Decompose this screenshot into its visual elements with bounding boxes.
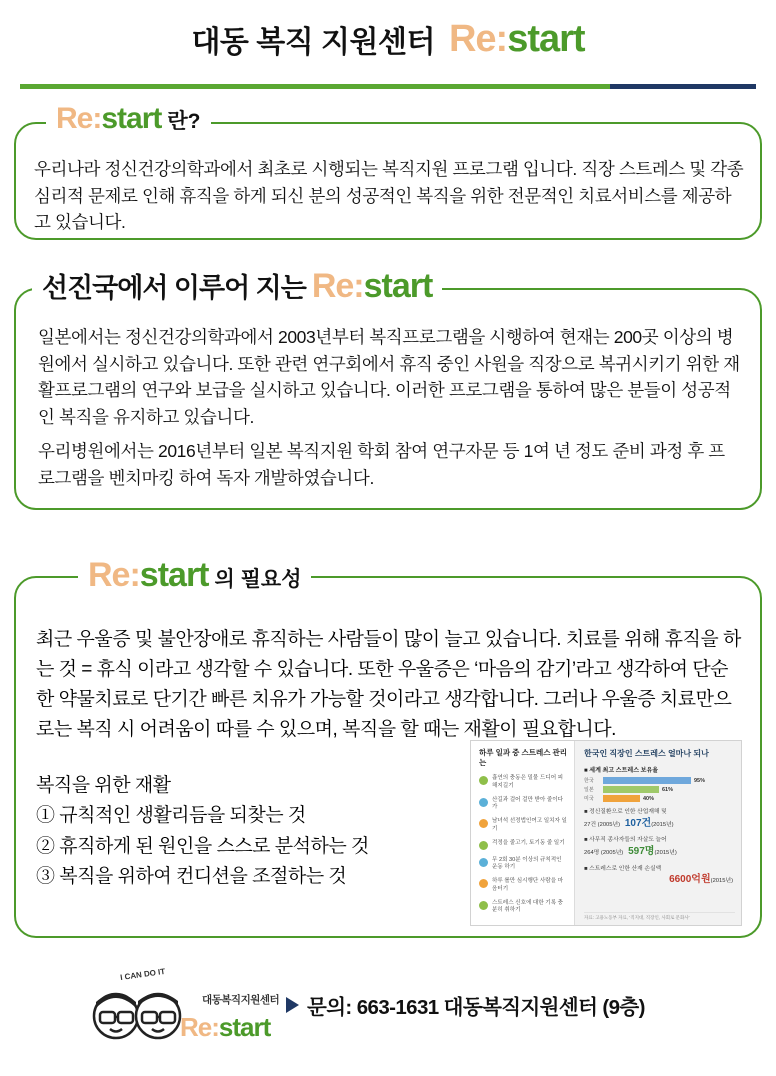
contact-info bbox=[286, 990, 645, 1020]
section1-legend-start: start bbox=[101, 102, 162, 135]
two-faces-icon bbox=[84, 982, 194, 1046]
section2-legend-re: Re bbox=[311, 267, 354, 305]
section3-legend-text: 의 필요성 bbox=[214, 568, 302, 591]
infographic-bar bbox=[603, 795, 640, 802]
section2-legend-start: start bbox=[363, 267, 433, 305]
section2-legend-colon: : bbox=[353, 267, 364, 305]
infographic-stat-year: 27건 (2005년) bbox=[584, 821, 621, 828]
section1-legend bbox=[46, 102, 211, 136]
infographic-stat-big: 6600억원 bbox=[669, 874, 711, 886]
infographic-stat-text: ■ 스트레스로 인한 산재 손실액 bbox=[584, 865, 662, 872]
infographic-right-panel bbox=[575, 741, 741, 925]
infographic-left-title: 하루 일과 중 스트레스 관리는 bbox=[479, 748, 568, 768]
header-title: 대동 복직 지원센터 bbox=[191, 26, 435, 59]
section2-content bbox=[16, 290, 760, 492]
infographic-stat bbox=[584, 837, 733, 858]
infographic-left-item bbox=[479, 797, 568, 812]
dot-icon bbox=[479, 858, 488, 867]
section2-legend bbox=[32, 266, 442, 306]
infographic-stat bbox=[584, 866, 733, 887]
contact-text: 문의: 663-1631 대동복직지원센터 (9층) bbox=[307, 996, 645, 1019]
page-header bbox=[0, 0, 776, 78]
infographic-left-item bbox=[479, 840, 568, 850]
infographic-left-item-text: 남녀석 선정법인여고 일치자 일기 bbox=[492, 818, 567, 832]
triangle-icon bbox=[286, 997, 299, 1013]
infographic-left-item-text: 하루 롤만 심시행단 사람을 마음터기 bbox=[492, 878, 564, 892]
brand-logo-text bbox=[449, 20, 585, 58]
stress-infographic bbox=[470, 740, 742, 926]
footer-logo bbox=[84, 966, 284, 1060]
infographic-left-item bbox=[479, 878, 568, 893]
infographic-bar-row bbox=[584, 786, 733, 793]
dot-icon bbox=[479, 879, 488, 888]
section2-paragraph-2: 우리병원에서는 2016년부터 일본 복직지원 학회 참여 연구자문 등 1여 년 정도 준비 과정 후 프로그램을 벤치마킹 하여 독자 개발하였습니다. bbox=[38, 441, 725, 488]
section1-legend-brand bbox=[56, 102, 161, 136]
infographic-bar-value: 95% bbox=[694, 777, 706, 784]
logo-company-name: 대동복직지원센터 bbox=[202, 994, 280, 1006]
infographic-right-title: 한국인 직장인 스트레스 얼마나 되나 bbox=[584, 749, 709, 758]
section3-legend-re: Re bbox=[88, 556, 130, 594]
rehab-list-item-1: ① 규칙적인 생활리듬을 되찾는 것 bbox=[36, 805, 306, 827]
infographic-left-item-text: 산길과 걸어 걸만 받아 줄이다가 bbox=[492, 796, 564, 811]
infographic-left-item-text: 스트레스 신호에 대한 기록 충분히 취하기 bbox=[492, 899, 564, 914]
infographic-stat-text: ■ 사무직 종사자들의 자살도 늘어 bbox=[584, 837, 667, 844]
infographic-left-item bbox=[479, 857, 568, 872]
infographic-stat-big-sub: (2015년) bbox=[710, 878, 733, 885]
brand-re: Re bbox=[448, 18, 496, 60]
dot-icon bbox=[479, 901, 488, 910]
logo-brand-start: start bbox=[218, 1012, 271, 1042]
rehab-list-item-3: ③ 복직을 위하여 컨디션을 조절하는 것 bbox=[36, 866, 347, 888]
infographic-bar-label: 미국 bbox=[584, 796, 594, 802]
infographic-left-panel bbox=[471, 741, 575, 925]
section3-legend bbox=[78, 556, 311, 595]
section3-legend-brand bbox=[88, 556, 209, 595]
rehab-list-title: 복직을 위한 재활 bbox=[36, 775, 171, 797]
infographic-stat-big-sub: (2015년) bbox=[654, 850, 677, 857]
section1-legend-re: Re bbox=[56, 102, 93, 135]
infographic-bar-row bbox=[584, 777, 733, 784]
section-advanced-countries bbox=[14, 267, 762, 510]
section-what-is-restart bbox=[14, 102, 762, 240]
infographic-left-item-text: 흡연의 충동은 밀물 드디어 피해지길기 bbox=[492, 775, 564, 789]
infographic-left-item bbox=[479, 775, 568, 790]
infographic-footnote: 자료: 고용노동부 자료, '직지대, 직장인, 사회로 문화사' bbox=[584, 912, 735, 921]
infographic-bar bbox=[603, 786, 659, 793]
infographic-stat-text: ■ 정신질환으로 인한 산업재해 및 bbox=[584, 809, 667, 815]
logo-brand-colon: : bbox=[211, 1012, 219, 1042]
brand-start: start bbox=[507, 18, 585, 60]
section1-legend-colon: : bbox=[92, 102, 102, 135]
dot-icon bbox=[479, 841, 488, 850]
section3-paragraph: 최근 우울증 및 불안장애로 휴직하는 사람들이 많이 늘고 있습니다. 치료를 위해 휴직을 하는 것 = 휴식 이라고 생각할 수 있습니다. 또한 우울증은 ‘마음의 감기’라고 생각하여 단순한 약물치료로 단기간 빠른 치유가 가능할 것이라고 생각합니다. 그러나 우울증 치료만으로는 복직 시 어려움이 따를 수 있으며, 복직을 할 때는 재활이 필요합니다. bbox=[36, 629, 741, 741]
logo-brand-re: Re bbox=[180, 1012, 212, 1042]
dot-icon bbox=[479, 819, 488, 828]
infographic-sub-title: ■ 세계 최고 스트레스 보유율 bbox=[584, 768, 659, 774]
section1-legend-text: 란? bbox=[167, 110, 201, 133]
dot-icon bbox=[479, 776, 488, 785]
infographic-left-item-text: 무 2회 30분 이상의 규칙적인 운동 하기 bbox=[492, 856, 562, 871]
infographic-bar-label: 한국 bbox=[584, 778, 594, 784]
infographic-bar-value: 61% bbox=[662, 786, 674, 793]
infographic-bar bbox=[603, 777, 691, 784]
brand-colon: : bbox=[495, 18, 508, 60]
infographic-left-item-text: 걱정을 줄고기, 토기동 줄 일기 bbox=[492, 839, 565, 846]
section3-legend-colon: : bbox=[129, 556, 140, 594]
section2-legend-text: 선진국에서 이루어 지는 bbox=[42, 273, 306, 303]
infographic-stat-big: 597명 bbox=[628, 846, 655, 858]
section1-paragraph: 우리나라 정신건강의학과에서 최초로 시행되는 복직지원 프로그램 입니다. 직장 스트레스 및 각종 심리적 문제로 인해 휴직을 하게 되신 분의 성공적인 복직을 위한 전문적인 치료서비스를 제공하고 있습니다. bbox=[34, 159, 744, 233]
page-footer bbox=[0, 960, 776, 1076]
infographic-bar-row bbox=[584, 795, 733, 802]
logo-badge-text: I CAN DO IT bbox=[119, 966, 166, 983]
infographic-stat-big: 107건 bbox=[624, 817, 652, 829]
infographic-stat-year: 264명 (2005년) bbox=[584, 850, 624, 857]
infographic-bar-value: 40% bbox=[643, 795, 655, 802]
header-divider-navy bbox=[610, 84, 756, 89]
section2-legend-brand bbox=[312, 267, 433, 306]
section2-paragraph-1: 일본에서는 정신건강의학과에서 2003년부터 복직프로그램을 시행하여 현재는 200곳 이상의 병원에서 실시하고 있습니다. 또한 관련 연구회에서 휴직 중인 사원을 직장으로 복귀시키기 위한 재활프로그램의 연구와 보급을 실시하고 있습니다. 이러한 프로그램을 통하여 많은 분들이 성공적인 복직을 유지하고 있습니다. bbox=[38, 327, 740, 427]
infographic-stat-big-sub: (2015년) bbox=[651, 821, 674, 828]
infographic-stat bbox=[584, 809, 733, 830]
section3-legend-start: start bbox=[139, 556, 209, 594]
section1-content bbox=[16, 124, 760, 236]
rehab-list-item-2: ② 휴직하게 된 원인을 스스로 분석하는 것 bbox=[36, 835, 369, 857]
infographic-left-item bbox=[479, 818, 568, 833]
dot-icon bbox=[479, 798, 488, 807]
infographic-left-item bbox=[479, 900, 568, 915]
logo-brand-text bbox=[180, 1012, 270, 1043]
infographic-bar-label: 일본 bbox=[584, 787, 594, 793]
